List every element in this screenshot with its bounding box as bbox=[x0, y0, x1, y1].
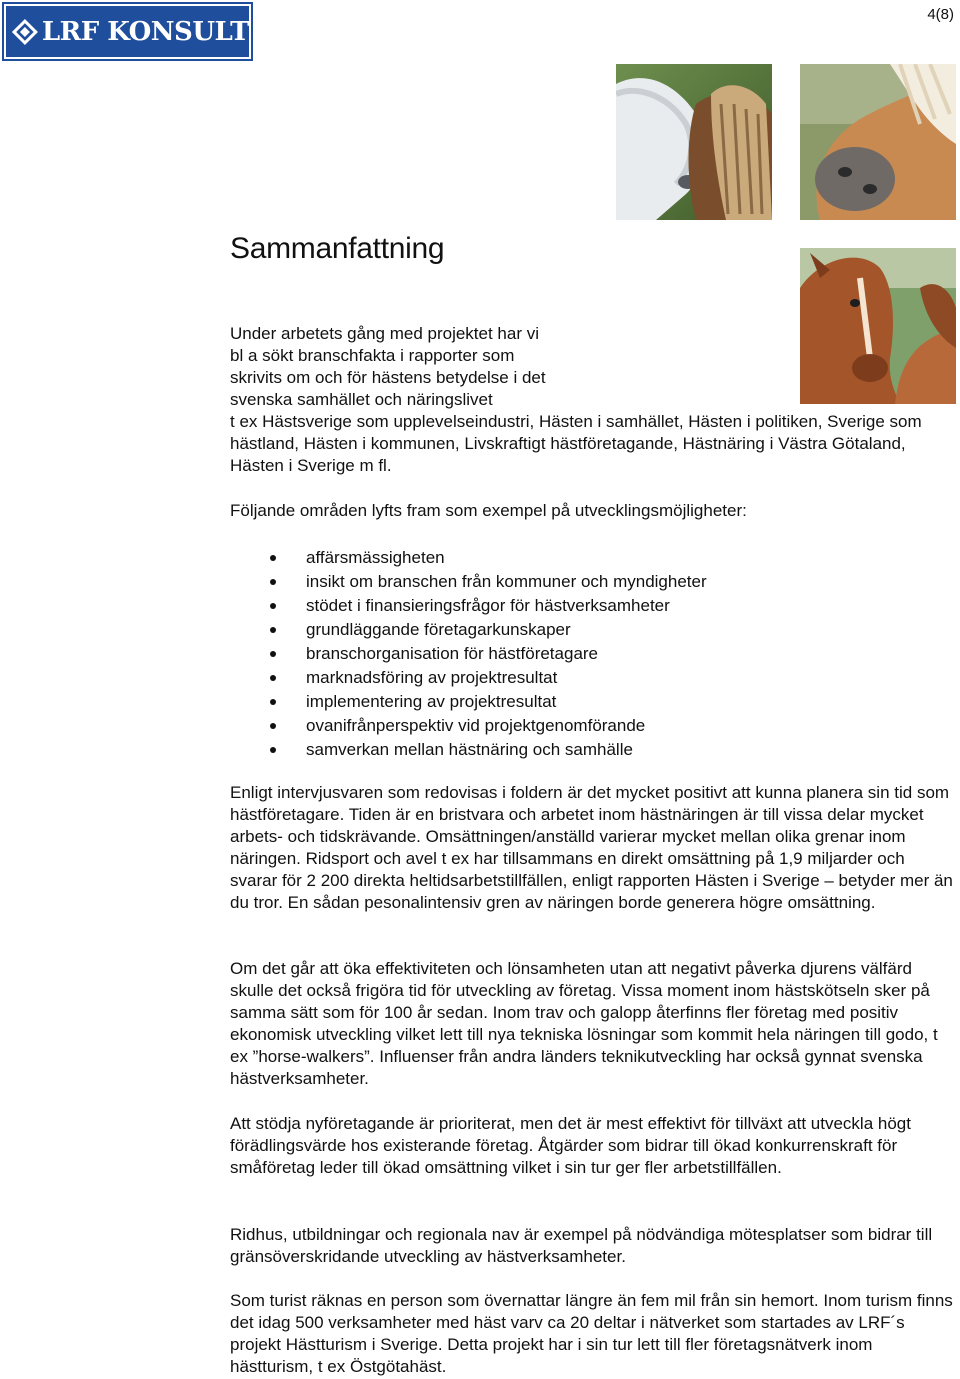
intro-line: svenska samhället och näringslivet bbox=[230, 390, 493, 409]
page-title: Sammanfattning bbox=[230, 232, 445, 265]
bullet-icon bbox=[270, 699, 276, 705]
intro-continuation: t ex Hästsverige som upplevelseindustri, Hästen i samhället, Hästen i politiken, Sverige som hästland, Hästen i kommunen, Livskraftigt hästföretagande, Hästnäring i Västra Götaland, Hästen i Sverige m fl. bbox=[230, 412, 922, 475]
body-paragraph: Som turist räknas en person som övernattar längre än fem mil från sin hemort. Inom turism finns det idag 500 verksamheter med häst varv ca 20 deltar i nätverket som startades av LRF´s projekt Hästturism i Sverige. Detta projekt har i sin tur lett till fler företagsnätverk inom hästturism, t ex Östgötahäst. bbox=[230, 1291, 953, 1376]
list-item: stödet i finansieringsfrågor för hästverksamheter bbox=[230, 594, 707, 618]
bullet-icon bbox=[270, 675, 276, 681]
intro-line: Under arbetets gång med projektet har vi bbox=[230, 324, 540, 343]
list-item: implementering av projektresultat bbox=[230, 690, 707, 714]
list-item: grundläggande företagarkunskaper bbox=[230, 618, 707, 642]
list-intro: Följande områden lyfts fram som exempel på utvecklingsmöjligheter: bbox=[230, 501, 747, 520]
list-item: ovanifrånperspektiv vid projektgenomförande bbox=[230, 714, 707, 738]
lrf-konsult-logo bbox=[4, 4, 251, 59]
intro-paragraph bbox=[230, 323, 958, 477]
bullet-icon bbox=[270, 723, 276, 729]
body-paragraph: Att stödja nyföretagande är prioriterat, men det är mest effektivt för tillväxt att utveckla högt förädlingsvärde hos existerande företag. Åtgärder som bidrar till ökad konkurrenskraft för småföretag leder till ökad omsättning vilket i sin tur ger fler arbetstillfällen. bbox=[230, 1114, 911, 1177]
intro-line: skrivits om och för hästens betydelse i det bbox=[230, 368, 546, 387]
body-paragraph: Om det går att öka effektiviteten och lönsamheten utan att negativt påverka djurens välfärd skulle det också frigöra tid för utveckling av företag. Vissa moment inom hästskötseln sker på samma sätt som för 100 år sedan. Inom trav och galopp återfinns fler företag med positiv ekonomisk utveckling vilket lett till nya tekniska lösningar som kommit hela näringen till godo, t ex ”horse-walkers”. Influenser från andra länders teknikutveckling har också gynnat svenska hästverksamheter. bbox=[230, 959, 938, 1088]
bullet-icon bbox=[270, 603, 276, 609]
list-item: insikt om branschen från kommuner och myndigheter bbox=[230, 570, 707, 594]
palomino-horse-muzzle-photo bbox=[800, 64, 956, 220]
bullet-icon bbox=[270, 651, 276, 657]
list-item: marknadsföring av projektresultat bbox=[230, 666, 707, 690]
diamond-logo-icon bbox=[10, 8, 40, 56]
bullet-icon bbox=[270, 555, 276, 561]
intro-line: bl a sökt branschfakta i rapporter som bbox=[230, 346, 515, 365]
bullet-icon bbox=[270, 747, 276, 753]
development-areas-list bbox=[230, 546, 707, 762]
page-number: 4(8) bbox=[927, 6, 954, 23]
bullet-icon bbox=[270, 627, 276, 633]
body-paragraph: Enligt intervjusvaren som redovisas i foldern är det mycket positivt att kunna planera sin tid som hästföretagare. Tiden är en bristvara och arbetet inom hästnäringen är till vissa delar mycket arbets- och tidskrävande. Omsättningen/anställd varierar mycket mellan olika grenar inom näringen. Ridsport och avel t ex har tillsammans en direkt omsättning på 1,9 miljarder och svarar för 2 200 direkta heltidsarbetstillfällen, enligt rapporten Hästen i Sverige – betyder mer än du tror. En sådan pesonalintensiv gren av näringen borde generera högre omsättning. bbox=[230, 783, 953, 912]
logo-text: LRF KONSULT bbox=[41, 16, 249, 47]
list-item: samverkan mellan hästnäring och samhälle bbox=[230, 738, 707, 762]
bullet-icon bbox=[270, 579, 276, 585]
body-paragraph: Ridhus, utbildningar och regionala nav är exempel på nödvändiga mötesplatser som bidrar till gränsöverskridande utveckling av hästverksamheter. bbox=[230, 1225, 933, 1266]
list-item: branschorganisation för hästföretagare bbox=[230, 642, 707, 666]
list-item: affärsmässigheten bbox=[230, 546, 707, 570]
horses-nuzzling-photo bbox=[616, 64, 772, 220]
